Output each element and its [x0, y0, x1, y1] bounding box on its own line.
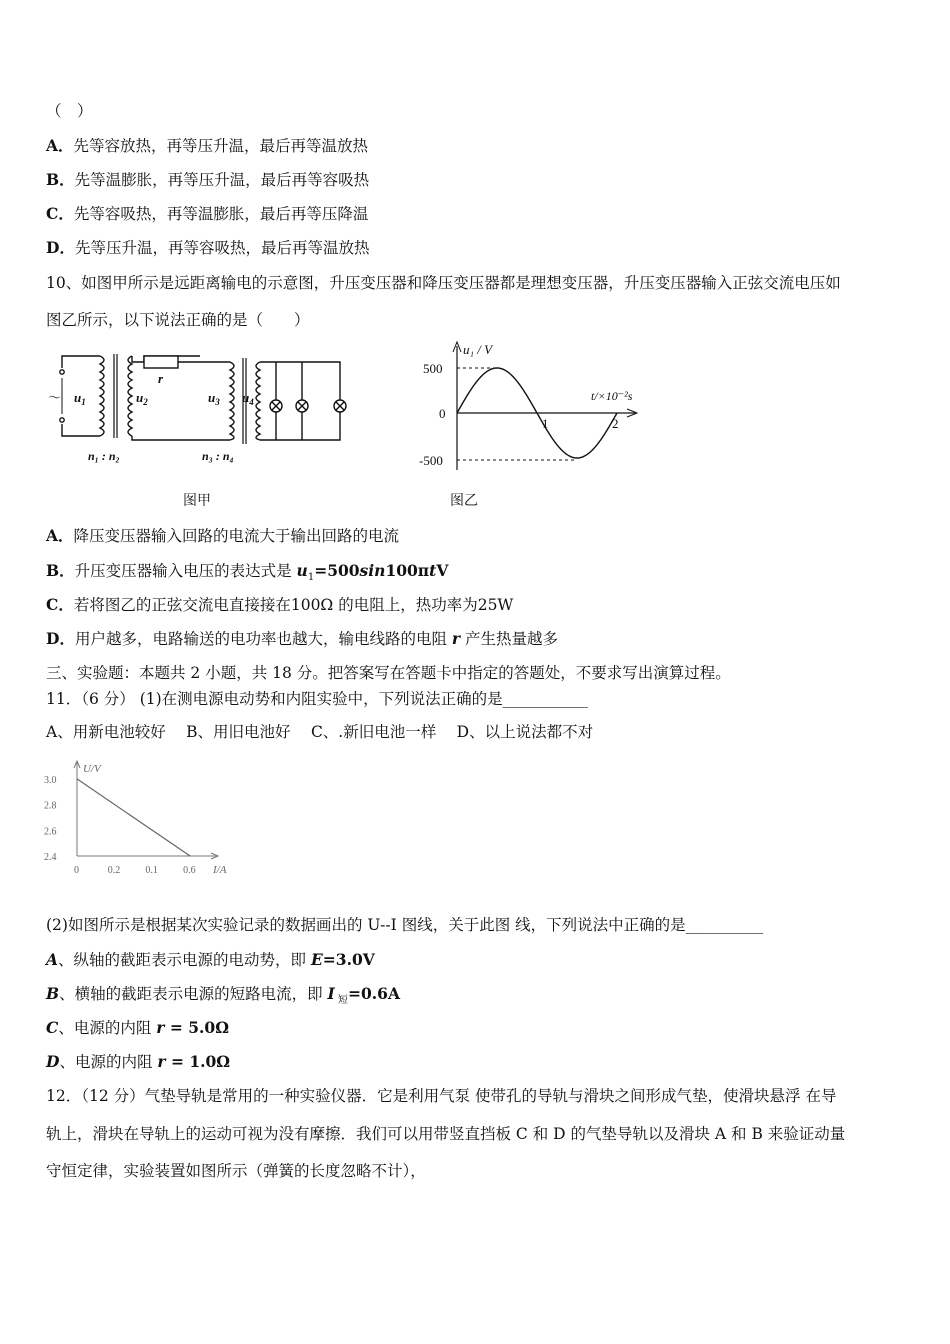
ac-source-symbol: ～	[48, 390, 62, 405]
x-axis-label: t/×10⁻²s	[591, 389, 633, 403]
x-tick-label: 0.1	[145, 865, 158, 876]
q12-line-2: 轨上，滑块在导轨上的运动可视为没有摩擦．我们可以用带竖直挡板 C 和 D 的气垫导轨以及滑块 A 和 B 来验证动量	[46, 1125, 846, 1143]
label-r: r	[158, 371, 164, 386]
label-u4: $u_4$	[242, 390, 254, 407]
x-tick-1: 1	[542, 416, 549, 431]
q10-option-b: B．升压变压器输入电压的表达式是 $u_1=500\sin 100\pi tV$	[46, 561, 449, 584]
label-u1: $u_1$	[74, 390, 86, 407]
q11-part2: (2)如图所示是根据某次实验记录的数据画出的 U--I 图线，关于此图 线，下列说法中正确的是__________	[46, 916, 764, 934]
q10-option-c: C．若将图乙的正弦交流电直接接在100Ω 的电阻上，热功率为25W	[46, 595, 514, 614]
q9-option-c: C．先等容吸热，再等温膨胀，最后再等压降温	[46, 204, 369, 223]
q11-stem: 11．（6 分） (1)在测电源电动势和内阻实验中，下列说法正确的是___________	[46, 690, 588, 708]
x-tick-2: 2	[612, 416, 619, 431]
y-tick-label: 2.6	[44, 826, 57, 838]
y-tick-neg500: -500	[419, 453, 443, 468]
y-tick-label: 3.0	[44, 774, 57, 786]
x-tick-label: 0	[74, 865, 79, 876]
q9-option-b: B．先等温膨胀，再等压升温，最后再等容吸热	[46, 170, 370, 189]
q11-option-c: C、电源的内阻 r = 5.0Ω	[46, 1018, 229, 1037]
figure-transmission-circuit	[40, 348, 360, 466]
ui-chart	[40, 758, 240, 882]
y-tick-label: 2.4	[44, 852, 57, 863]
x-tick-label: 0.6	[183, 865, 196, 876]
q10-stem-2: 图乙所示，以下说法正确的是（ ）	[46, 311, 310, 329]
label-u3: $u_3$	[208, 390, 220, 407]
y-axis-title: U/V	[83, 763, 101, 775]
q10-option-d: D．用户越多，电路输送的电功率也越大，输电线路的电阻 r 产生热量越多	[46, 629, 558, 648]
figure-a-caption: 图甲	[183, 493, 211, 509]
q11-option-a: A、纵轴的截距表示电源的电动势，即 E=3.0V	[46, 950, 375, 969]
q9-option-a: A．先等容放热，再等压升温，最后再等温放热	[46, 136, 369, 155]
q11-choices: A、用新电池较好 B、用旧电池好 C、.新旧电池一样 D、以上说法都不对	[46, 723, 594, 741]
label-u2: $u_2$	[136, 390, 148, 407]
y-tick-500: 500	[423, 361, 443, 376]
series-line	[77, 779, 190, 856]
q12-line-1: 12．（12 分）气垫导轨是常用的一种实验仪器．它是利用气泵 使带孔的导轨与滑块之间形成气垫，使滑块悬浮 在导	[46, 1087, 837, 1105]
q11-option-d: D、电源的内阻 r = 1.0Ω	[46, 1052, 231, 1071]
q11-option-b: B、横轴的截距表示电源的短路电流，即 I $_短$=0.6A	[46, 984, 400, 1007]
section-3-heading: 三、实验题：本题共 2 小题，共 18 分。把答案写在答题卡中指定的答题处，不要求写出演算过程。	[46, 664, 731, 682]
figure-b-caption: 图乙	[450, 493, 478, 509]
x-tick-label: 0.2	[107, 865, 121, 876]
y-tick-0: 0	[439, 406, 446, 421]
figure-sine-wave	[415, 336, 655, 476]
label-ratio-1: n₁ : n₂	[88, 449, 120, 463]
x-axis-title: I/A	[213, 864, 227, 876]
q12-line-3: 守恒定律，实验装置如图所示（弹簧的长度忽略不计），	[46, 1162, 426, 1180]
q10-stem-1: 10、如图甲所示是远距离输电的示意图，升压变压器和降压变压器都是理想变压器，升压变压器输入正弦交流电压如	[46, 274, 841, 292]
q9-option-d: D．先等压升温，再等容吸热，最后再等温放热	[46, 238, 370, 257]
q9-paren: （ ）	[46, 102, 93, 120]
y-axis-label: u₁ / V	[463, 342, 493, 357]
label-ratio-2: n₃ : n₄	[202, 449, 234, 463]
q10-option-a: A．降压变压器输入回路的电流大于输出回路的电流	[46, 526, 400, 545]
y-tick-label: 2.8	[44, 800, 57, 812]
